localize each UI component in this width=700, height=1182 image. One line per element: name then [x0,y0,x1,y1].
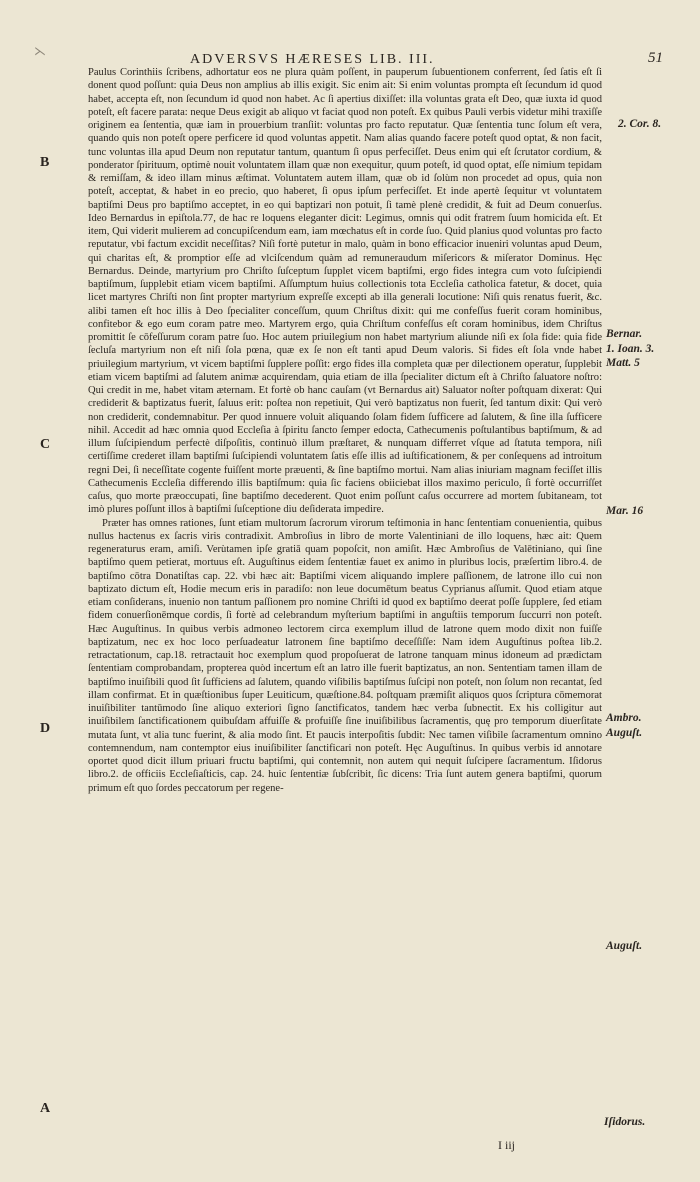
margin-note: Matt. 5 [606,357,640,369]
signature-mark: I iij [498,1138,515,1152]
margin-note: Mar. 16 [606,505,644,517]
section-letter: D [40,721,51,736]
section-letter: B [40,155,50,170]
margin-note: 2. Cor. 8. [618,118,662,130]
margin-note: 1. Ioan. 3. [606,343,655,355]
margin-note: Iſidorus. [604,1116,646,1128]
section-letter: A [40,1101,51,1116]
margin-note: Ambro. [606,712,642,724]
body-text [88,66,602,795]
corner-mark: ⋋ [34,44,46,58]
running-title: ADVERSVS HÆRESES LIB. III. [190,52,435,67]
margin-note: Auguſt. [606,940,643,952]
paragraph: Paulus Corinthiis ſcribens, adhortatur eos ne plura quàm poſſent, in pauperum ſubuentionem conferrent, ſed ſatis eſt ſi donent quod poſſunt: quia Deus non amplius ab illis exigit. Sic enim ait: Si enim voluntas prompta eſt ſecundum id quod habet, accepta eſt, non ſecundum id quod non habet. Ac ſi apertius dixiſſet: illa voluntas grata eſt Deo, quæ iuxta id quod poteſt, eſt facere parata: neque Deus exigit ab aliquo vt faciat quod non poteſt. Ex quibus Pauli verbis videtur mihi traxiſſe originem ea ſententia, quæ iam in prouerbium tranſiit: voluntas pro facto reputatur. Quæ ſententia tunc ſolum eſt vera, quando quis non poteſt opere perficere id quod voluntas appetit. Nam alias quando facere poteſt quod optat, & non facit, tunc voluntas illa apud Deum non reputatur tantum, quantum ſi opus perfeciſſet. Deus enim qui eſt ſcrutator cordium, & ponderator ſpirituum, optimè nouit voluntatem illam quæ non exequitur, quum poteſt, id quod optat, eſſe nimium tepidam & remiſſam, & ideo illam minus æſtimat. Voluntatem autem illam, quæ ob id ſolùm non procedet ad opus, quia non poteſt, acceptat, & habet in eo precio, quo haberet, ſi opus ipſum perfeciſſet. Et inde apertè ſequitur vt voluntatem baptiſmi Deus pro baptiſmo acceptet, in eo qui baptizari non potuit, ſi tamè plenè credidit, & fuit ad Deum conuerſus. Ideo Bernardus in epiſtola.77, de hac re loquens eleganter dicit: Legimus, omnis qui odit fratrem ſuum homicida eſt. Et item, Qui viderit mulierem ad concupiſcendum eam, iam mœchatus eſt in corde ſuo. Quid planius quod voluntas pro facto reputatur, vbi factum excidit neceſſitas? Niſi fortè putetur in malo, quàm in bono efficacior inueniri voluntas apud Deum, qui charitas eſt, & promptior eſſe ad vlciſcendum quàm ad remuneraudum miſericors & miſerator Dominus. Hęc Bernardus. Deinde, martyrium pro Chriſto ſuſceptum ſupplet vicem baptiſmi, ergo fides integra cum voto ſuſcipiendi baptiſmum, ſupplebit etiam vicem baptiſmi. Aſſumptum huius collectionis tota Eccleſia catholica fatetur, & docet, quia licet martyres Chriſti non ſint propter martyrium expreſſe excepti ab illa generali locutione: Niſi quis renatus fuerit, &c. alibi tamen eſt hoc illis à Deo ſpecialiter conceſſum, quum Chriſtus dixit: qui me confeſſus fuerit coram hominibus, confitebor & ego eum coram patre meo. Martyrem ergo, quia Chriſtum confeſſus eſt coram hominibus, idem Chriſtus promittit ſe cōfeſſurum coram patre ſuo. Hoc autem priuilegium non habet martyrium aliunde niſi ex ſola fide: quia fide ſecluſa martyrium non eſt niſi ſola pœna, quæ ex ſe non eſt tanti apud Deum valoris. Si fides eſt ſola vnde habet priuilegium martyrium, vt vicem baptiſmi ſupplere poſſit: ergo fides illa completa quæ per dilectionem operatur, ſupplebit etiam vicem baptiſmi ad ſalutem animæ acquirendam, quia etiam de illa ſpecialiter dictum eſt à Chriſto ſaluatore noſtro: Qui credit in me, habet vitam æternam. Et fortè ob hanc cauſam (vt Bernardus ait) Saluator noſter poſtquam dixerat: Qui crediderit & baptizatus fuerit, ſaluus erit: poſtea non repetiuit, Qui verò baptizatus non fuerit, ſed tantum dixit: Qui verò non crediderit, condemnabitur. Per quod innuere voluit aliquando ſolam fidem ſufficere ad ſalutem, & ſine illa ſufficere nihil. Accedit ad hæc omnia quod Eccleſia à ſpiritu ſancto ſemper edocta, Cathecumenis poſtulantibus baptiſmum, & ad illum ſuſcipiendum perfectè diſpoſitis, continuò illum præſtaret, & nunquam differret vſque ad ſtatuta tempora, niſi certiſſime crederet illam baptiſmi ſuſcipiendi voluntatem ſatis eſſe illis ad iuſtificationem, & per conſequens ad introitum regni Dei, ſi neceſſitate cogente fuiſſent morte præuenti, & ſine baptiſmo mortui. Nam alias iniuriam magnam feciſſet illis Cathecumenis Eccleſia differendo illis baptiſmum: quia ſic faciens obiiciebat illos maximo periculo, ſi fortè occurriſſet caſus, quo morte præoccupati, ſine baptiſmo decederent. Quot enim poſſunt caſus occurrere ad mortem ſubitaneam, tot imò plures poſſunt illos à baptiſmi ſuſceptione diu deſiderata impedire. [88,67,602,516]
margin-note: Bernar. [606,328,643,340]
margin-note: Auguſt. [606,727,643,739]
page-number: 51 [648,50,663,66]
paragraph: Præter has omnes rationes, ſunt etiam multorum ſacrorum virorum teſtimonia in hanc ſententiam conuenientia, quibus nullus hactenus ex ſacris viris contradixit. Ambroſius in libro de morte Valentiniani de illo loquens, hæc ait: Quem regeneraturus eram, amiſi. Verùtamen ipſe gratiā quam popoſcit, non amiſit. Hæc Ambroſius de Valētiniano, qui ſine baptiſmo quem petierat, mortuus eſt. Auguſtinus eidem ſententiæ fauet ex animo in pluribus locis, præſertim libro.4. de baptiſmo cōtra Donatiſtas cap. 22. vbi hæc ait: Baptiſmi vicem aliquando implere paſſionem, de latrone illo cui non baptizato dictum eſt, Hodie mecum eris in paradiſo: non leue documētum beatus Cyprianus aſſumit. Quod etiam atque etiam conſiderans, inuenio non tantum paſſionem pro nomine Chriſti id quod ex baptiſmo deerat poſſe ſupplere, ſed etiam fidem conuerſionēmque cordis, ſi fortè ad celebrandum myſterium baptiſmi in anguſtiis temporum ſuccurri non poteſt. Hæc Auguſtinus. In quibus verbis admoneo lectorem circa exemplum illud de latrone quem modo dixit non fuiſſe baptizatum, nec ex hoc loco perſuadeatur latronem ſine baptiſmo deceſſiſſe: Nam idem Auguſtinus poſtea lib.2. retractationum, cap.18. retractauit hoc exemplum quod propoſuerat de latrone tanquam minus idoneum ad prædictam ſententiam comprobandam, propterea quòd incertum eſt an latro ille fuerit baptizatus, an non. Sententiam tamen illam de baptiſmo inuiſibili quod ſit ſufficiens ad ſalutem, quando viſibilis baptiſmus ſuſcipi non poteſt, non ſolum non recantat, ſed illam confirmat. Et in quæſtionibus ſuper Leuiticum, quæſtione.84. poſtquam præmiſit aliquos quos ſcriptura cōmemorat inuiſibiliter tantūmodo ſine aliquo exteriori ſigno ſanctificatos, tandem hæc verba ſubnectit. Ex his colligitur aut inuiſibilem ſanctificationem quibuſdam affuiſſe & profuiſſe ſine inuiſibilibus ſacramentis, quę pro temporum diuerſitate mutata ſunt, vt alia tunc fuerint, & alia modo ſint. Et paucis interpoſitis ſubdit: Nec tamen viſibile ſacramentum omnino contemnendum, nam contemptor eius inuiſibiliter ſanctificari non poteſt. Hęc Auguſtinus. In quibus verbis id annotare oportet quod dicit illum priuari fructu baptiſmi, qui contemnit, non autem qui nequit ſuſcipere ſacramentum. Iſidorus libro.2. de officiis Eccleſiaſticis, cap. 24. huic ſententiæ ſubſcribit, ſic dicens: Tria ſunt autem genera baptiſmi, quorum primum eſt quo ſordes peccatorum per regene- [88,517,602,794]
section-letter: C [40,437,51,452]
